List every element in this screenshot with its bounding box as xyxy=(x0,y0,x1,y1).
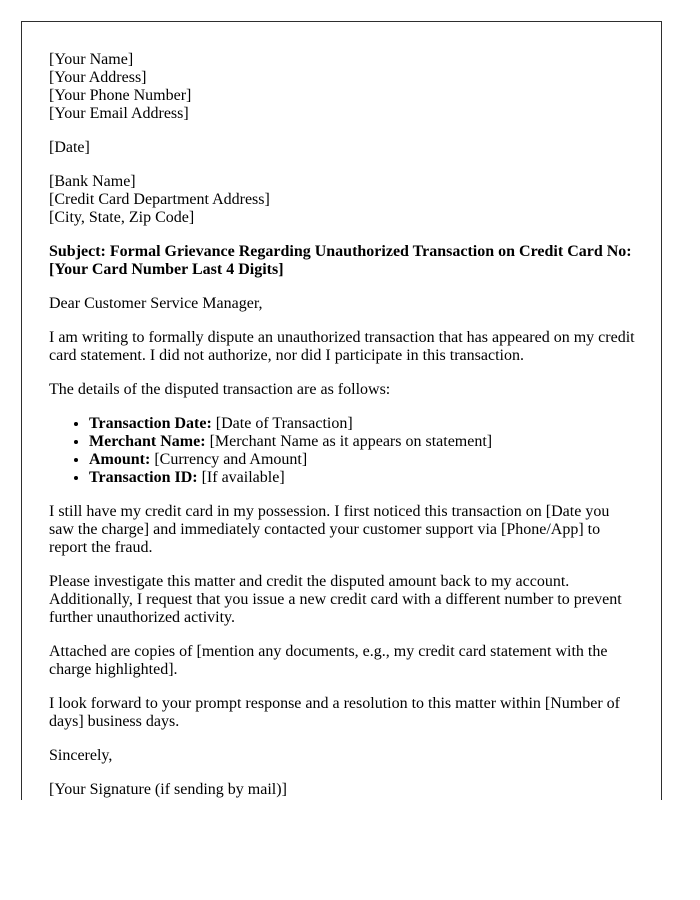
detail-merchant-name xyxy=(89,433,635,451)
detail-value: [Currency and Amount] xyxy=(154,451,308,468)
recipient-block xyxy=(49,173,635,227)
sender-block xyxy=(49,51,635,123)
detail-value: [Merchant Name as it appears on statement] xyxy=(209,433,493,450)
salutation: Dear Customer Service Manager, xyxy=(49,295,263,312)
detail-amount xyxy=(89,451,635,469)
sender-phone: [Your Phone Number] xyxy=(49,87,192,104)
detail-label: Merchant Name: xyxy=(89,433,206,450)
subject-line: Subject: Formal Grievance Regarding Unauthorized Transaction on Credit Card No: [Your Card Number Last 4 Digits] xyxy=(49,243,632,278)
detail-value: [Date of Transaction] xyxy=(215,415,353,432)
detail-label: Amount: xyxy=(89,451,151,468)
possession-paragraph: I still have my credit card in my possession. I first noticed this transaction on [Date you saw the charge] and immediately contacted your customer support via [Phone/App] to report the fraud. xyxy=(49,503,610,556)
letter-document xyxy=(21,21,662,800)
details-intro: The details of the disputed transaction are as follows: xyxy=(49,381,391,398)
signature-line: [Your Signature (if sending by mail)] xyxy=(49,781,287,798)
closing: Sincerely, xyxy=(49,747,113,764)
sender-address: [Your Address] xyxy=(49,69,147,86)
investigation-request-paragraph: Please investigate this matter and credit the disputed amount back to my account. Additionally, I request that you issue a new credit card with a different number to prevent further unauthorized activity. xyxy=(49,573,622,626)
sender-name: [Your Name] xyxy=(49,51,134,68)
date-line: [Date] xyxy=(49,139,90,156)
attachments-paragraph: Attached are copies of [mention any documents, e.g., my credit card statement with the charge highlighted]. xyxy=(49,643,608,678)
detail-value: [If available] xyxy=(201,469,285,486)
sender-email: [Your Email Address] xyxy=(49,105,189,122)
recipient-department-address: [Credit Card Department Address] xyxy=(49,191,270,208)
transaction-details-list xyxy=(49,415,635,487)
detail-transaction-id xyxy=(89,469,635,487)
detail-label: Transaction Date: xyxy=(89,415,212,432)
response-expectation-paragraph: I look forward to your prompt response and a resolution to this matter within [Number of days] business days. xyxy=(49,695,620,730)
detail-transaction-date xyxy=(89,415,635,433)
detail-label: Transaction ID: xyxy=(89,469,198,486)
recipient-city-state-zip: [City, State, Zip Code] xyxy=(49,209,195,226)
opening-paragraph: I am writing to formally dispute an unauthorized transaction that has appeared on my credit card statement. I did not authorize, nor did I participate in this transaction. xyxy=(49,329,635,364)
recipient-bank-name: [Bank Name] xyxy=(49,173,136,190)
